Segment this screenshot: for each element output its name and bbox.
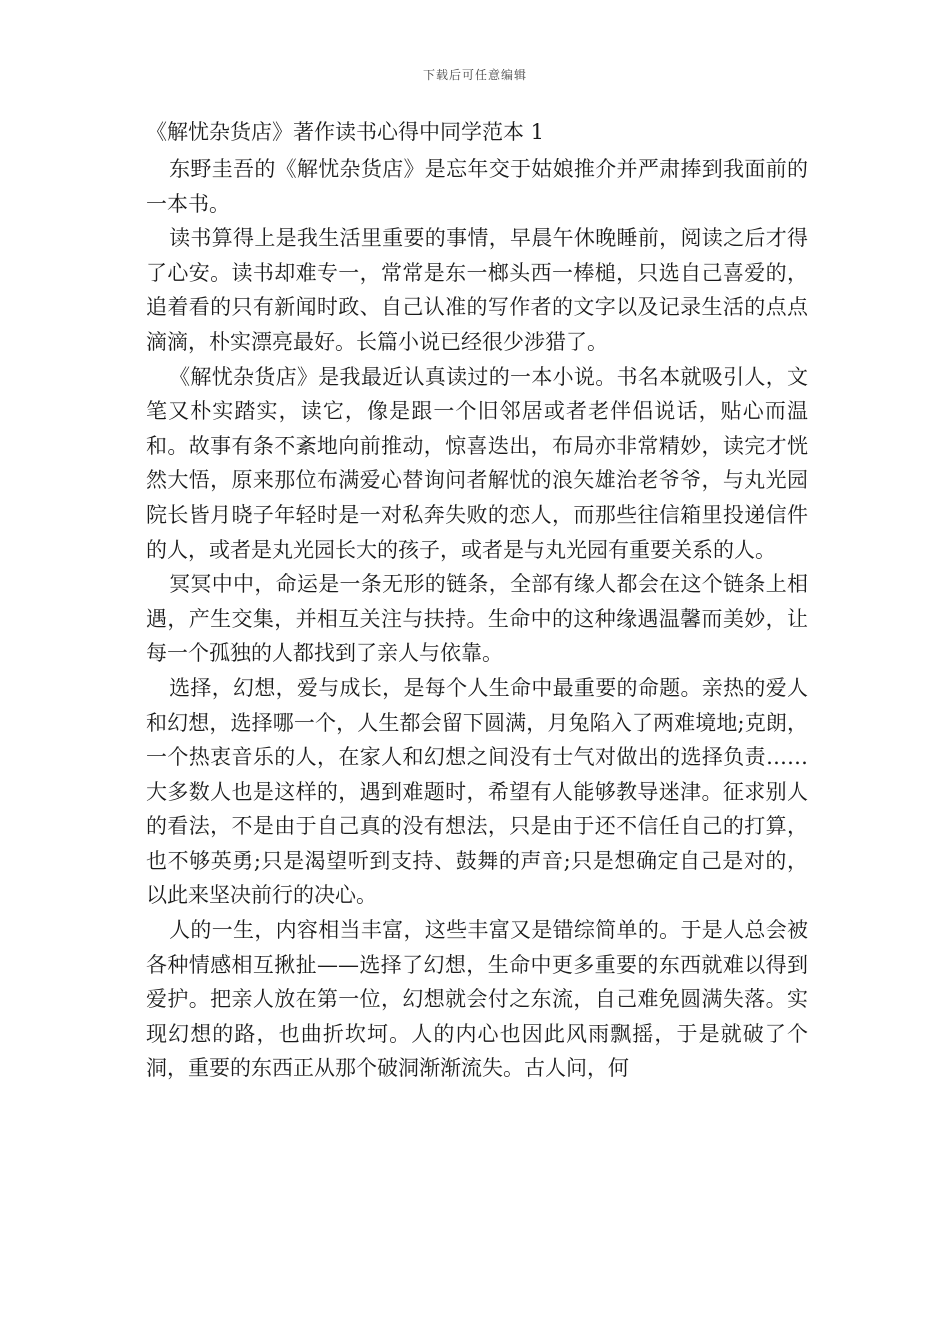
document-title: 《解忧杂货店》著作读书心得中同学范本 1 xyxy=(146,120,545,144)
paragraph: 《解忧杂货店》是我最近认真读过的一本小说。书名本就吸引人，文笔又朴实踏实，读它，像是跟一个旧邻居或者老伴侣说话，贴心而温和。故事有条不紊地向前推动，惊喜迭出，布局亦非常精妙，读完才恍然大悟，原来那位布满爱心替询问者解忧的浪矢雄治老爷爷，与丸光园院长皆月晓子年轻时是一对私奔失败的恋人，而那些往信箱里投递信件的人，或者是丸光园长大的孩子，或者是与丸光园有重要关系的人。 xyxy=(146,364,808,562)
paragraph: 读书算得上是我生活里重要的事情，早晨午休晚睡前，阅读之后才得了心安。读书却难专一，常常是东一榔头西一棒槌，只选自己喜爱的，追着看的只有新闻时政、自己认准的写作者的文字以及记录生活的点点滴滴，朴实漂亮最好。长篇小说已经很少涉猎了。 xyxy=(146,226,808,354)
paragraph: 冥冥中中，命运是一条无形的链条，全部有缘人都会在这个链条上相遇，产生交集，并相互关注与扶持。生命中的这种缘遇温馨而美妙，让每一个孤独的人都找到了亲人与依靠。 xyxy=(146,572,808,666)
paragraph: 选择，幻想，爱与成长，是每个人生命中最重要的命题。亲热的爱人和幻想，选择哪一个，人生都会留下圆满，月兔陷入了两难境地;克朗，一个热衷音乐的人，在家人和幻想之间没有士气对做出的选择负责……大多数人也是这样的，遇到难题时，希望有人能够教导迷津。征求别人的看法，不是由于自己真的没有想法，只是由于还不信任自己的打算，也不够英勇;只是渴望听到支持、鼓舞的声音;只是想确定自己是对的，以此来坚决前行的决心。 xyxy=(146,675,808,908)
header-note: 下载后可任意编辑 xyxy=(422,68,527,82)
paragraph: 人的一生，内容相当丰富，这些丰富又是错综简单的。于是人总会被各种情感相互揪扯——选择了幻想，生命中更多重要的东西就难以得到爱护。把亲人放在第一位，幻想就会付之东流，自己难免圆满失落。实现幻想的路，也曲折坎坷。人的内心也因此风雨飘摇，于是就破了个洞，重要的东西正从那个破洞渐渐流失。古人问，何 xyxy=(146,918,808,1081)
document-body xyxy=(146,152,808,1086)
paragraph: 东野圭吾的《解忧杂货店》是忘年交于姑娘推介并严肃捧到我面前的一本书。 xyxy=(146,157,808,216)
